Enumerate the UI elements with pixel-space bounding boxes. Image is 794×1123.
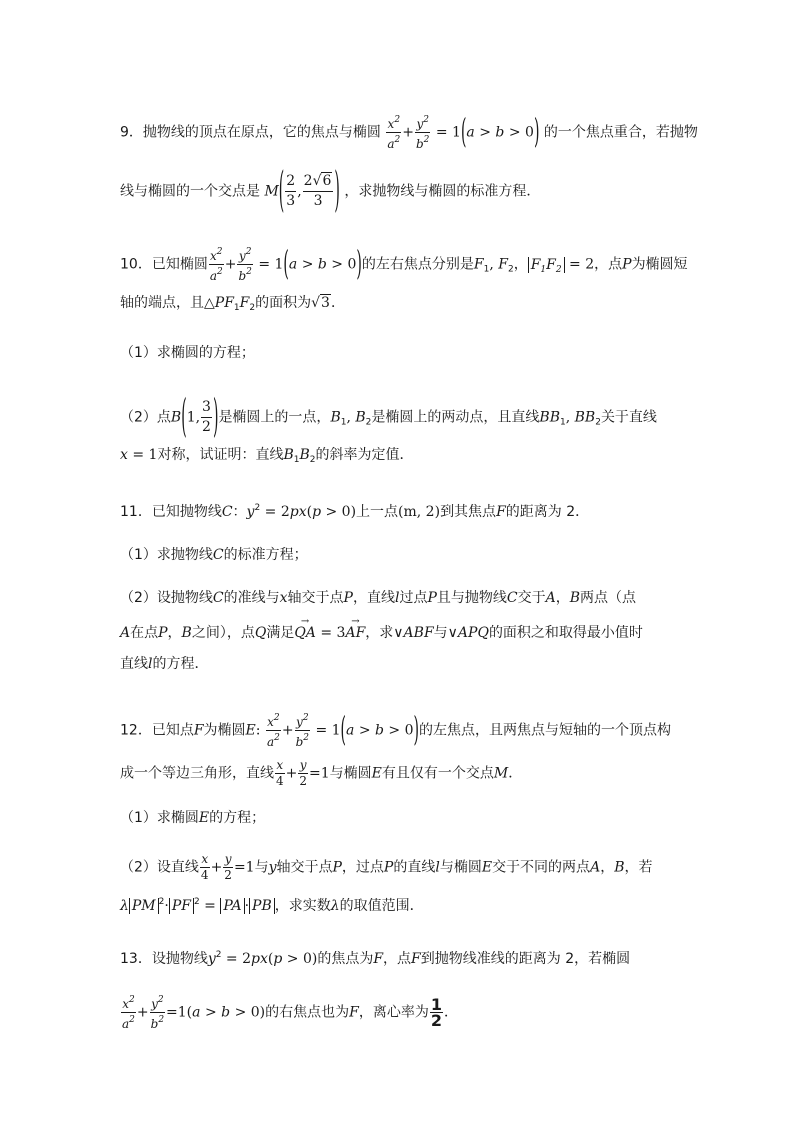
problem-11-line-1: 11．已知抛物线C：$y^2 = 2px(p > 0)$上一点(m, 2)到其焦点F的距离为 2． — [120, 503, 590, 520]
problem-10-line-1: 10．已知椭圆 $\frac{x^2}{a^2}$ + $\frac{y^2}{b^2}$ = 1(a > b > 0)的左右焦点分别是$F_1$, $F_2$， $F_1F_2 = 2$，点P为椭圆短 — [120, 245, 688, 284]
problem-12-line-3: （1）求椭圆E的方程； — [120, 810, 266, 826]
problem-10-line-3: （1）求椭圆的方程； — [120, 345, 255, 361]
problem-12-line-5: λ PM $^2$· PF $^2$ = PA · PB ，求实数λ的取值范围． — [120, 897, 424, 914]
problem-13-line-2: $\frac{x^2}{a^2}$ + $\frac{y^2}{b^2}$ =1(a > b > 0)的右焦点也为F，离心率为 $\frac{1}{2}$ ． — [122, 995, 458, 1031]
problem-11-line-5: 直线l的方程． — [120, 656, 209, 672]
problem-12-line-1: 12．已知点F为椭圆E: $\frac{x^2}{a^2}$ + $\frac{y^2}{b^2}$ = 1(a > b > 0)的左焦点，且两焦点与短轴的一个顶点构 — [120, 711, 671, 750]
problem-11-line-2: （1）求抛物线C的标准方程； — [120, 547, 308, 563]
math-fraction: $\frac{x^2}{a^2}$ — [387, 115, 401, 151]
problem-11-line-3: （2）设抛物线C的准线与x轴交于点P，直线l过点P且与抛物线C交于A，B两点（点 — [120, 590, 637, 606]
problem-9-line-2: 线与椭圆的一个交点是 M( $\frac{2}{3}$ , $\frac{2√6}{3}$ ) ，求抛物线与椭圆的标准方程． — [120, 164, 541, 219]
problem-12-line-2: 成一个等边三角形，直线 $\frac{x}{4}$ + $\frac{y}{2}$ =1与椭圆E有且仅有一个交点M． — [120, 758, 523, 788]
problem-9-line-1: 9．抛物线的顶点在原点，它的焦点与椭圆 $\frac{x^2}{a^2}$ + $\frac{y^2}{b^2}$ = 1(a > b > 0) 的一个焦点重合，若抛物 — [120, 113, 698, 152]
problem-11-line-4: A在点P，B之间），点Q满足→ QA = 3→ AF，求∨ABF与∨APQ的面积之和取得最小值时 — [120, 622, 643, 644]
problem-13-line-1: 13．设抛物线$y^2 = 2px(p > 0)$的焦点为F，点F到抛物线准线的距离为 2，若椭圆 — [120, 950, 631, 967]
problem-12-line-4: （2）设直线 $\frac{x}{4}$ + $\frac{y}{2}$ =1与y轴交于点P，过点P的直线l与椭圆E交于不同的两点A，B，若 — [120, 852, 653, 882]
problem-10-line-2: 轴的端点，且$\triangle PF_1F_2$的面积为√3． — [120, 295, 345, 313]
problem-10-line-4: （2）点B(1, $\frac{3}{2}$ )是椭圆上的一点，$B_1$, $B_2$是椭圆上的两动点，且直线$BB_1$, $BB_2$关于直线 — [120, 391, 657, 444]
problem-10-line-5: x = 1对称，试证明：直线$B_1B_2$的斜率为定值． — [120, 447, 414, 465]
